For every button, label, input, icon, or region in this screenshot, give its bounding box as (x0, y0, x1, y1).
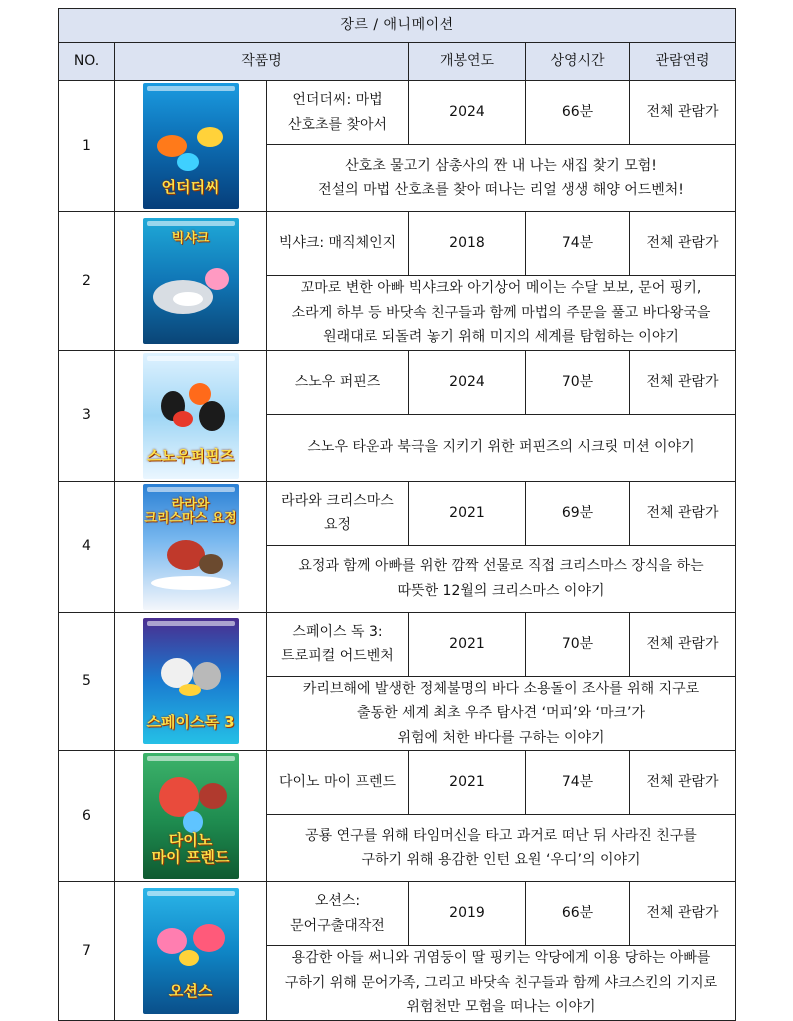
poster-title-logo: 스노우퍼핀즈 (147, 447, 234, 465)
movie-poster-cell (115, 612, 267, 751)
movie-synopsis: 용감한 아들 써니와 귀염둥이 딸 핑키는 악당에게 이용 당하는 아빠를 구하기 위해 문어가족, 그리고 바닷속 친구들과 함께 샤크스킨의 기지로 위험천만 모험을 떠나는 이야기 (267, 946, 736, 1021)
poster-character-shape (199, 783, 227, 809)
poster-tagline-strip (147, 356, 235, 361)
movie-poster-cell (115, 882, 267, 1021)
movie-synopsis: 요정과 함께 아빠를 위한 깜짝 선물로 직접 크리스마스 장식을 하는 따뜻한 12월의 크리스마스 이야기 (267, 545, 736, 612)
runtime: 74분 (526, 751, 630, 815)
movie-title: 다이노 마이 프렌드 (267, 751, 409, 815)
age-rating: 전체 관람가 (630, 81, 736, 145)
runtime: 70분 (526, 612, 630, 676)
poster-tagline-strip (147, 756, 235, 761)
release-year: 2021 (409, 612, 526, 676)
poster-tagline-strip (147, 621, 235, 626)
poster-tagline-strip (147, 86, 235, 91)
table-row (59, 350, 736, 414)
movie-poster-cell (115, 81, 267, 212)
movie-poster-cell (115, 751, 267, 882)
age-rating: 전체 관람가 (630, 882, 736, 946)
poster-character-shape (179, 684, 201, 696)
row-number: 4 (59, 481, 115, 612)
movie-poster-image (143, 353, 239, 479)
runtime: 66분 (526, 81, 630, 145)
age-rating: 전체 관람가 (630, 212, 736, 276)
poster-title-logo: 언더더씨 (161, 177, 220, 196)
row-number: 1 (59, 81, 115, 212)
table-row (59, 882, 736, 946)
release-year: 2021 (409, 481, 526, 545)
movie-title: 오션스: 문어구출대작전 (267, 882, 409, 946)
table-row (59, 751, 736, 815)
poster-character-shape (177, 153, 199, 171)
age-rating: 전체 관람가 (630, 350, 736, 414)
poster-tagline-strip (147, 487, 235, 492)
movie-poster-image (143, 618, 239, 744)
movie-poster-cell (115, 481, 267, 612)
poster-character-shape (193, 924, 225, 952)
row-number: 2 (59, 212, 115, 351)
poster-character-shape (179, 950, 199, 966)
movie-synopsis: 꼬마로 변한 아빠 빅샤크와 아기상어 메이는 수달 보보, 문어 핑키, 소라게 하부 등 바닷속 친구들과 함께 마법의 주문을 풀고 바다왕국을 원래대로 되돌려 놓기 위해 미지의 세계를 탐험하는 이야기 (267, 276, 736, 351)
release-year: 2021 (409, 751, 526, 815)
poster-title-logo: 스페이스독 3 (146, 712, 235, 731)
table-row (59, 212, 736, 276)
header-no: NO. (59, 43, 115, 81)
row-number: 7 (59, 882, 115, 1021)
poster-title-logo: 빅샤크 (171, 230, 210, 246)
movie-synopsis: 카리브해에 발생한 정체불명의 바다 소용돌이 조사를 위해 지구로 출동한 세계 최초 우주 탐사견 ‘머피’와 ‘마크’가 위험에 처한 바다를 구하는 이야기 (267, 676, 736, 751)
movie-poster-image (143, 753, 239, 879)
movie-synopsis: 산호초 물고기 삼총사의 짠 내 나는 새집 찾기 모험! 전설의 마법 산호초를 찾아 떠나는 리얼 생생 해양 어드벤처! (267, 145, 736, 212)
movie-title: 라라와 크리스마스 요정 (267, 481, 409, 545)
row-number: 5 (59, 612, 115, 751)
header-title: 작품명 (115, 43, 409, 81)
poster-title-logo: 오션스 (168, 982, 213, 1001)
release-year: 2018 (409, 212, 526, 276)
poster-character-shape (199, 401, 225, 431)
movie-synopsis: 스노우 타운과 북극을 지키기 위한 퍼핀즈의 시크릿 미션 이야기 (267, 414, 736, 481)
table-row (59, 612, 736, 676)
table-title-row (59, 9, 736, 43)
table-title: 장르 / 애니메이션 (59, 9, 736, 43)
runtime: 66분 (526, 882, 630, 946)
row-number: 6 (59, 751, 115, 882)
age-rating: 전체 관람가 (630, 751, 736, 815)
movie-poster-cell (115, 350, 267, 481)
poster-tagline-strip (147, 221, 235, 226)
row-number: 3 (59, 350, 115, 481)
age-rating: 전체 관람가 (630, 612, 736, 676)
poster-character-shape (151, 576, 231, 590)
table-body (59, 81, 736, 1021)
release-year: 2019 (409, 882, 526, 946)
poster-tagline-strip (147, 891, 235, 896)
header-rating: 관람연령 (630, 43, 736, 81)
poster-title-logo: 라라와 크리스마스 요정 (144, 496, 237, 526)
release-year: 2024 (409, 81, 526, 145)
movie-poster-image (143, 218, 239, 344)
movie-synopsis: 공룡 연구를 위해 타임머신을 타고 과거로 떠난 뒤 사라진 친구를 구하기 위해 용감한 인턴 요원 ‘우디’의 이야기 (267, 815, 736, 882)
poster-character-shape (157, 928, 187, 954)
movie-title: 빅샤크: 매직체인지 (267, 212, 409, 276)
movie-poster-image (143, 83, 239, 209)
movie-title: 스페이스 독 3: 트로피컬 어드벤처 (267, 612, 409, 676)
runtime: 69분 (526, 481, 630, 545)
poster-character-shape (183, 811, 203, 833)
poster-title-logo: 다이노 마이 프렌드 (151, 831, 230, 866)
header-year: 개봉연도 (409, 43, 526, 81)
poster-character-shape (173, 292, 203, 306)
runtime: 70분 (526, 350, 630, 414)
poster-character-shape (173, 411, 193, 427)
poster-character-shape (205, 268, 229, 290)
movie-title: 언더더씨: 마법 산호초를 찾아서 (267, 81, 409, 145)
runtime: 74분 (526, 212, 630, 276)
age-rating: 전체 관람가 (630, 481, 736, 545)
table-row (59, 481, 736, 545)
poster-character-shape (197, 127, 223, 147)
release-year: 2024 (409, 350, 526, 414)
movie-poster-cell (115, 212, 267, 351)
header-runtime: 상영시간 (526, 43, 630, 81)
table-row (59, 81, 736, 145)
movie-poster-image (143, 888, 239, 1014)
animation-movie-table (58, 8, 736, 1021)
movie-title: 스노우 퍼핀즈 (267, 350, 409, 414)
table-header-row (59, 43, 736, 81)
poster-character-shape (199, 554, 223, 574)
movie-poster-image (143, 484, 239, 610)
